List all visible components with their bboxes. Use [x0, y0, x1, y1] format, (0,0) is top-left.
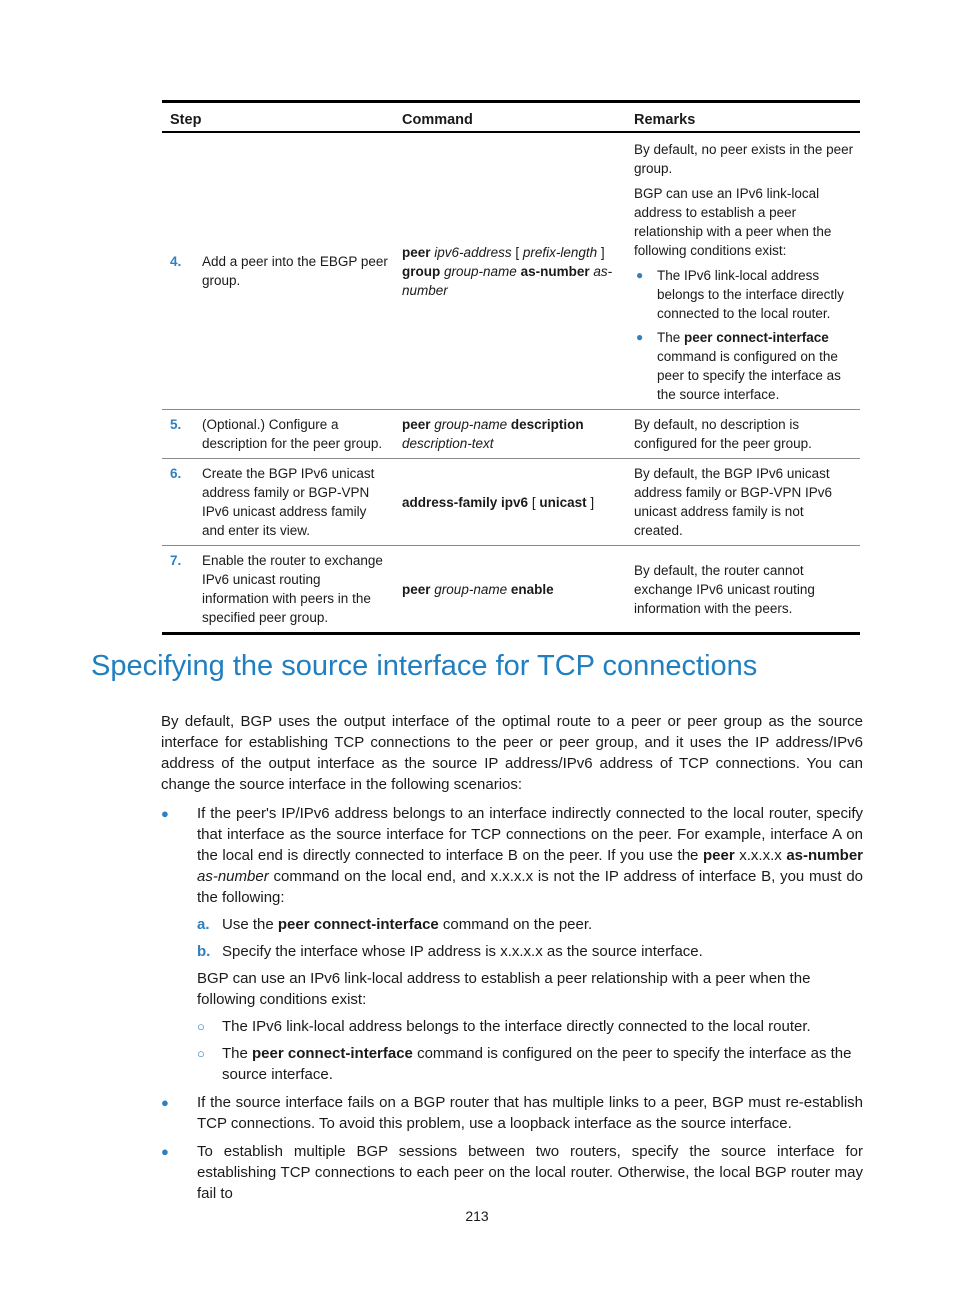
command-table [162, 100, 860, 635]
command-token: address-family ipv6 [402, 494, 529, 510]
bullet-icon: ● [636, 268, 644, 282]
ring-bullet-icon: ○ [197, 1019, 205, 1034]
bullet-icon: ● [161, 806, 169, 821]
list-item: ● The IPv6 link-local address belongs to the interface directly connected to the local router. [636, 268, 844, 321]
bullet-icon: ● [161, 1144, 169, 1159]
remarks-cell: By default, the BGP IPv6 unicast address family or BGP-VPN IPv6 unicast address family is not created. [626, 459, 860, 546]
step-number: 7. [170, 553, 182, 568]
header-remarks: Remarks [626, 102, 860, 133]
table-row [162, 459, 860, 546]
command-token: ] [586, 494, 595, 510]
command-token: description [510, 417, 584, 432]
table-row [162, 132, 860, 410]
remarks-cell: By default, no description is configured for the peer group. [626, 410, 860, 459]
command-token: [ [511, 244, 523, 260]
table-row [162, 546, 860, 634]
paragraph: BGP can use an IPv6 link-local address to establish a peer relationship with a peer when the following conditions exist: [197, 970, 811, 1008]
list-item: ○ The IPv6 link-local address belongs to the interface directly connected to the local router. [197, 1018, 811, 1035]
step-label: a. [197, 916, 210, 933]
list-item: ○ The peer connect-interface command is configured on the peer to specify the interface as the source interface. [197, 1045, 852, 1083]
command-token: group-name [434, 581, 508, 597]
list-item: ● If the peer's IP/IPv6 address belongs to an interface indirectly connected to the local router, specify that interface as the source interface for TCP connections on the peer. For example, interface A on the local end is directly connected to interface B on the peer. If you use the peer x.x.x.x as-number as-number command on the local end, and x.x.x.x is not the IP address of interface B, you must do the following: a. Use the peer connect-interface command on the peer. b. Specify the interface whose IP address is x.x.x.x as the source interface. BGP can use an IPv6 link-local address to establish a peer relationship with a peer when the following conditions exist: ○ The IPv6 link-local address belongs to the interface directly connected to the local router. ○ The peer connect-interface command is configured on the peer to specify the interface as the source interface. [161, 805, 863, 1083]
command-token: enable [510, 581, 554, 597]
step-label: b. [197, 943, 211, 960]
command-token: unicast [539, 494, 587, 510]
list-item: ● To establish multiple BGP sessions between two routers, specify the source interface for establishing TCP connections to each peer on the local router. Otherwise, the local BGP router may fail to [161, 1143, 863, 1202]
list-item: ● The peer connect-interface command is configured on the peer to specify the interface as the source interface. [636, 330, 841, 402]
ring-bullet-icon: ○ [197, 1046, 205, 1061]
section-title: Specifying the source interface for TCP connections [91, 650, 758, 682]
command-token: ] [597, 244, 605, 260]
header-step: Step [162, 102, 394, 133]
header-command: Command [394, 102, 626, 133]
intro-paragraph: By default, BGP uses the output interface of the optimal route to a peer or peer group as the source interface for establishing TCP connections to the peer or peer group, and it uses the IP address/IPv6 address of the output interface as the source IP address/IPv6 address of TCP connections. You can change the source interface in the following scenarios: [161, 713, 863, 793]
list-item: a. Use the peer connect-interface command on the peer. [197, 916, 593, 933]
command-token: group-name [434, 417, 508, 432]
command-token: group-name [444, 263, 517, 279]
command-token: as-number [402, 263, 613, 298]
command-cell [394, 459, 626, 546]
list-item: b. Specify the interface whose IP address is x.x.x.x as the source interface. [197, 943, 703, 960]
command-cell [394, 546, 626, 634]
bullet-icon: ● [161, 1095, 169, 1110]
step-number: 4. [170, 254, 182, 269]
remarks-list [634, 266, 854, 404]
table-row [162, 410, 860, 459]
step-number: 6. [170, 466, 182, 481]
command-token: peer [402, 581, 431, 597]
step-text: (Optional.) Configure a description for the peer group. [202, 417, 383, 451]
command-token: [ [528, 494, 540, 510]
step-text: Create the BGP IPv6 unicast address family or BGP-VPN IPv6 unicast address family and enter its view. [202, 466, 375, 538]
step-number: 5. [170, 417, 182, 432]
command-token: prefix-length [522, 244, 598, 260]
command-token: as-number [520, 263, 590, 279]
step-text: Add a peer into the EBGP peer group. [202, 254, 388, 288]
command-token: peer [402, 417, 431, 432]
page-number: 213 [465, 1208, 489, 1224]
list-item: ● If the source interface fails on a BGP router that has multiple links to a peer, BGP must re-establish TCP connections. To avoid this problem, use a loopback interface as the source interface. [161, 1094, 863, 1132]
remarks-cell: By default, no peer exists in the peer group. BGP can use an IPv6 link-local address to establish a peer relationship with a peer when the following conditions exist: ● The IPv6 link-local address belongs to the interface directly connected to the local router. ● The peer connect-interface command is configured on the peer to specify the interface as the source interface. [626, 132, 860, 410]
command-token: ipv6-address [434, 244, 512, 260]
command-token: description-text [402, 436, 494, 451]
bullet-icon: ● [636, 330, 644, 344]
section-body [161, 711, 863, 1204]
command-token: peer [402, 244, 431, 260]
step-text: Enable the router to exchange IPv6 unicast routing information with peers in the specified peer group. [202, 553, 383, 625]
command-token: group [402, 263, 441, 279]
command-cell [394, 410, 626, 459]
table-header-row [162, 102, 860, 133]
command-cell [394, 132, 626, 410]
remarks-cell: By default, the router cannot exchange IPv6 unicast routing information with the peers. [634, 562, 815, 616]
